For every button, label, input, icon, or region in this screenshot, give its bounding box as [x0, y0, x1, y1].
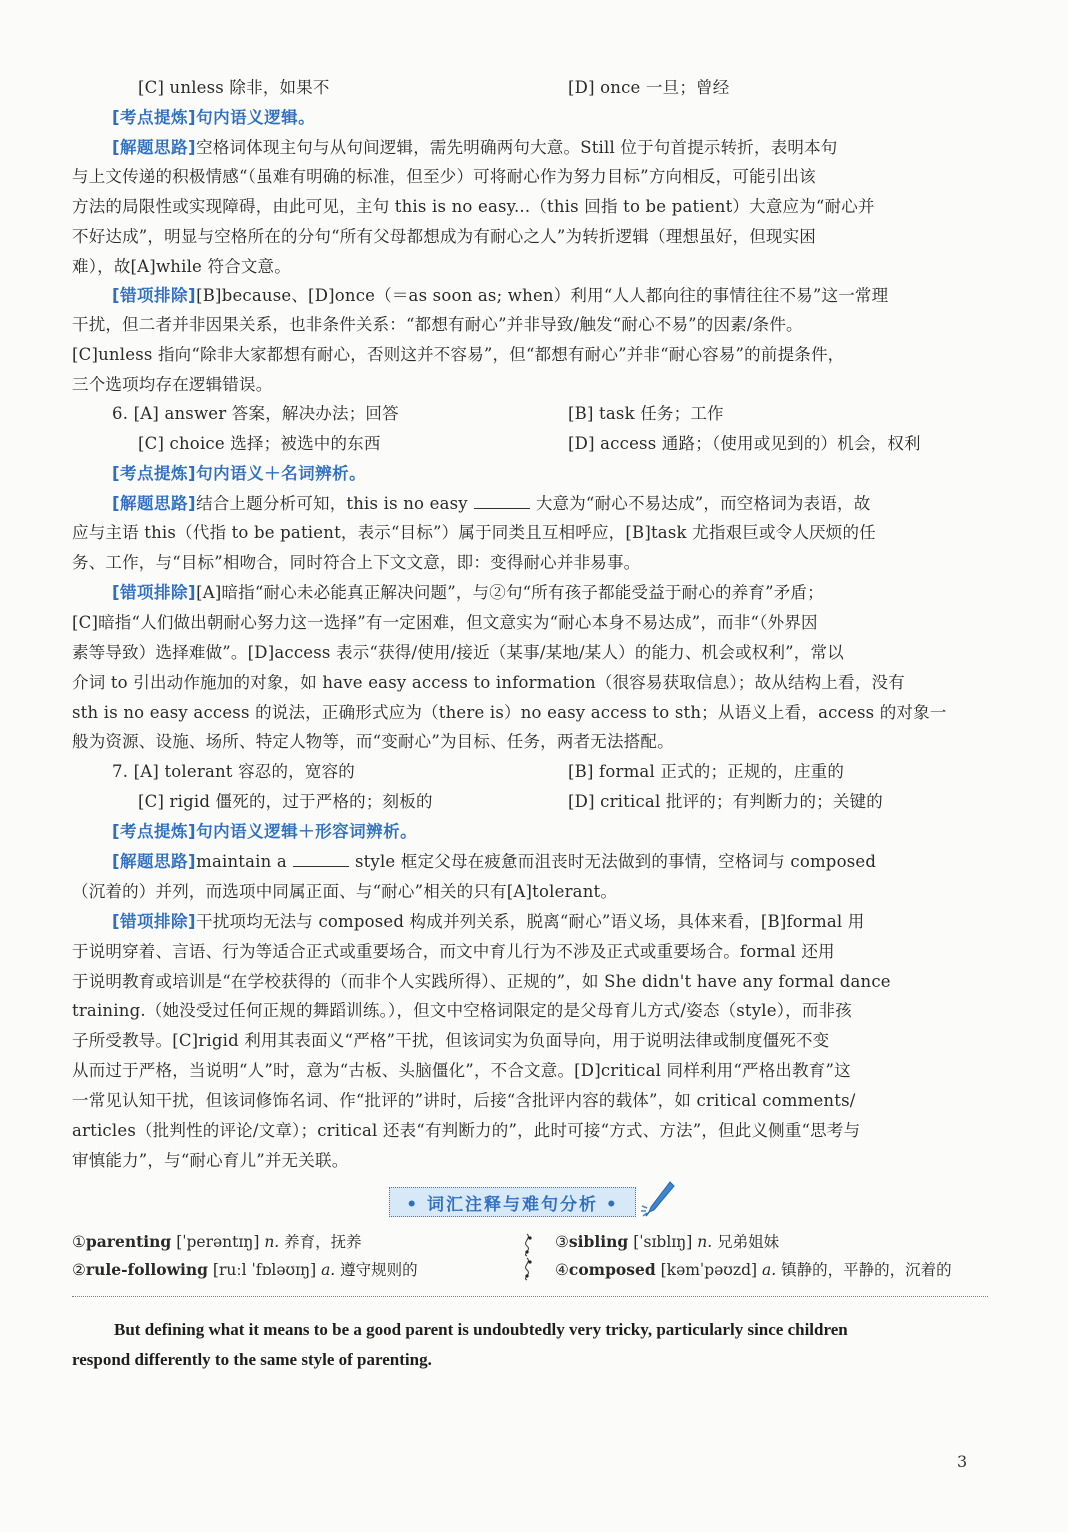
cuoxiang-tag: [错项排除] — [112, 912, 197, 931]
cuoxiang-tag: [错项排除] — [112, 286, 197, 305]
q6-jieti-line-1: 应与主语 this（代指 to be patient，表示“目标”）属于同类且互相呼应，[B]task 尤指艰巨或令人厌烦的任 — [72, 523, 876, 542]
vocab-word: parenting — [85, 1232, 172, 1251]
q6-kaodian — [112, 463, 1028, 485]
q7-cuoxiang-line-6: 一常见认知干扰，但该词修饰名词、作“批评的”讲时，后接“含批评内容的载体”，如 critical comments/ — [72, 1091, 856, 1110]
pen-icon — [640, 1180, 676, 1220]
vocab-ipa: [ˈperəntɪŋ] — [176, 1233, 260, 1251]
vocab-num: ④ — [555, 1261, 569, 1279]
vocab-word: sibling — [568, 1232, 629, 1251]
q7-cuoxiang-line-2: 于说明教育或培训是“在学校获得的（而非个人实践所得）、正规的”，如 She didn't have any formal dance — [72, 972, 891, 991]
q5-cuoxiang-line-3: 三个选项均存在逻辑错误。 — [72, 375, 273, 394]
cuoxiang-text: 干扰项均无法与 composed 构成并列关系，脱离“耐心”语义场，具体来看，[B]formal 用 — [196, 912, 865, 931]
q6-jieti-line-2: 务、工作，与“目标”相吻合，同时符合上下文文意，即：变得耐心并非易事。 — [72, 553, 641, 572]
q5-cuoxiang-line-2: [C]unless 指向“除非大家都想有耐心，否则这并不容易”，但“都想有耐心”并非“耐心容易”的前提条件， — [72, 345, 845, 364]
jieti-text: 空格词体现主句与从句间逻辑，需先明确两句大意。Still 位于句首提示转折，表明本句 — [196, 138, 838, 157]
page-number: 3 — [957, 1452, 968, 1471]
vocab-word: composed — [568, 1260, 656, 1279]
vocab-item-2 — [72, 1260, 418, 1280]
vocab-section-header: • 词汇注释与难句分析 • — [389, 1187, 636, 1217]
kaodian-text: 句内语义逻辑。 — [196, 108, 316, 127]
q5-jieti-line-2: 方法的局限性或实现障碍，由此可见，主句 this is no easy...（this 回指 to be patient）大意应为“耐心并 — [72, 197, 875, 216]
kaodian-text: 句内语义＋名词辨析。 — [196, 464, 367, 483]
vocab-meaning: 养育，抚养 — [284, 1233, 362, 1251]
vocab-item-4 — [555, 1260, 952, 1280]
jieti-tag: [解题思路] — [112, 494, 197, 513]
jieti-tag: [解题思路] — [112, 852, 197, 871]
q6-option-b: [B] task 任务；工作 — [568, 404, 724, 423]
q7-jieti-line-0 — [112, 851, 1028, 873]
kaodian-tag: [考点提炼] — [112, 108, 197, 127]
kaodian-tag: [考点提炼] — [112, 464, 197, 483]
question-number: 7. — [112, 762, 129, 781]
jieti-text-post: 大意为“耐心不易达成”，而空格词为表语，故 — [535, 494, 871, 513]
q7-cuoxiang-line-3: training.（她没受过任何正规的舞蹈训练。），但文中空格词限定的是父母育儿方式/姿态（style），而非孩 — [72, 1001, 852, 1020]
jieti-text-pre: maintain a — [196, 852, 287, 871]
cuoxiang-tag: [错项排除] — [112, 583, 197, 602]
q6-jieti-line-0 — [112, 493, 1028, 515]
wavy-column-separator — [522, 1232, 536, 1282]
vocab-num: ① — [72, 1233, 86, 1251]
difficult-sentence-line-2: respond differently to the same style of parenting. — [72, 1350, 432, 1369]
q5-option-c: [C] unless 除非，如果不 — [138, 78, 330, 97]
jieti-text-pre: 结合上题分析可知，this is no easy — [196, 494, 468, 513]
difficult-sentence-line-1: But defining what it means to be a good parent is undoubtedly very tricky, particularly since children — [114, 1320, 848, 1339]
vocab-meaning: 兄弟姐妹 — [717, 1233, 780, 1251]
q6-cuoxiang-line-5: 般为资源、设施、场所、特定人物等，而“变耐心”为目标、任务，两者无法搭配。 — [72, 732, 674, 751]
q6-option-c: [C] choice 选择；被选中的东西 — [138, 434, 381, 453]
vocab-pos: a. — [761, 1261, 777, 1279]
q7-option-b: [B] formal 正式的；正规的，庄重的 — [568, 762, 845, 781]
q7-cuoxiang-line-8: 审慎能力”，与“耐心育儿”并无关联。 — [72, 1151, 349, 1170]
q5-jieti-line-4: 难），故[A]while 符合文意。 — [72, 257, 291, 276]
vocab-num: ② — [72, 1261, 86, 1279]
q5-option-d: [D] once 一旦；曾经 — [568, 78, 730, 97]
q5-cuoxiang-line-1: 干扰，但二者并非因果关系，也非条件关系：“都想有耐心”并非导致/触发“耐心不易”的因素/条件。 — [72, 315, 803, 334]
vocab-meaning: 镇静的，平静的，沉着的 — [781, 1261, 952, 1279]
q5-jieti-line-1: 与上文传递的积极情感“（虽难有明确的标准，但至少）可将耐心作为努力目标”方向相反，可能引出该 — [72, 167, 816, 186]
q7-cuoxiang-line-4: 子所受教导。[C]rigid 利用其表面义“严格”干扰，但该词实为负面导向，用于说明法律或制度僵死不变 — [72, 1031, 830, 1050]
answer-blank — [293, 852, 349, 867]
q7-option-d: [D] critical 批评的；有判断力的；关键的 — [568, 792, 883, 811]
vocab-num: ③ — [555, 1233, 569, 1251]
kaodian-tag: [考点提炼] — [112, 822, 197, 841]
vocab-pos: n. — [697, 1233, 713, 1251]
q6-cuoxiang-line-3: 介词 to 引出动作施加的对象，如 have easy access to information（很容易获取信息）；故从结构上看，没有 — [72, 673, 905, 692]
q7-cuoxiang-line-7: articles（批判性的评论/文章）；critical 还表“有判断力的”，此时可接“方式、方法”，但此义侧重“思考与 — [72, 1121, 861, 1140]
q7-cuoxiang-line-5: 从而过于严格，当说明“人”时，意为“古板、头脑僵化”，不合文意。[D]critical 同样利用“严格出教育”这 — [72, 1061, 851, 1080]
vocab-meaning: 遵守规则的 — [340, 1261, 418, 1279]
q7-option-c: [C] rigid 僵死的，过于严格的；刻板的 — [138, 792, 433, 811]
q5-kaodian — [112, 107, 1028, 129]
jieti-tag: [解题思路] — [112, 138, 197, 157]
vocab-item-1 — [72, 1232, 362, 1252]
cuoxiang-text: [A]暗指“耐心未必能真正解决问题”，与②句“所有孩子都能受益于耐心的养育”矛盾； — [196, 583, 824, 602]
q7-kaodian — [112, 821, 1028, 843]
option-a-text: [A] tolerant 容忍的，宽容的 — [133, 762, 355, 781]
q5-jieti-line-0 — [112, 137, 1028, 159]
option-a-text: [A] answer 答案，解决办法；回答 — [133, 404, 399, 423]
vocab-ipa: [ˈsɪblɪŋ] — [633, 1233, 693, 1251]
q5-jieti-line-3: 不好达成”，明显与空格所在的分句“所有父母都想成为有耐心之人”为转折逻辑（理想虽好，但现实困 — [72, 227, 817, 246]
vocab-ipa: [ruːl ˈfɒləʊɪŋ] — [212, 1261, 317, 1279]
q6-cuoxiang-line-4: sth is no easy access 的说法，正确形式应为（there is）no easy access to sth；从语义上看，access 的对象一 — [72, 703, 947, 722]
q7-cuoxiang-line-1: 于说明穿着、言语、行为等适合正式或重要场合，而文中育儿行为不涉及正式或重要场合。formal 还用 — [72, 942, 835, 961]
section-divider — [72, 1296, 988, 1297]
question-number: 6. — [112, 404, 129, 423]
jieti-text-post: style 框定父母在疲惫而沮丧时无法做到的事情，空格词与 composed — [354, 852, 877, 871]
answer-blank — [474, 494, 530, 509]
vocab-ipa: [kəmˈpəʊzd] — [660, 1261, 758, 1279]
q6-cuoxiang-line-2: 素等导致）选择难做”。[D]access 表示“获得/使用/接近（某事/某地/某人）的能力、机会或权利”，常以 — [72, 643, 844, 662]
q7-jieti-line-1: （沉着的）并列，而选项中同属正面、与“耐心”相关的只有[A]tolerant。 — [72, 882, 618, 901]
kaodian-text: 句内语义逻辑＋形容词辨析。 — [196, 822, 418, 841]
q7-cuoxiang-line-0 — [112, 911, 1028, 933]
q6-option-d: [D] access 通路；（使用或见到的）机会，权利 — [568, 434, 921, 453]
q5-cuoxiang-line-0 — [112, 285, 1028, 307]
vocab-word: rule-following — [85, 1260, 208, 1279]
vocab-pos: a. — [321, 1261, 336, 1279]
q6-cuoxiang-line-0 — [112, 582, 1028, 604]
vocab-pos: n. — [264, 1233, 280, 1251]
vocab-item-3 — [555, 1232, 779, 1252]
cuoxiang-text: [B]because、[D]once（＝as soon as; when）利用“人人都向往的事情往往不易”这一常理 — [196, 286, 889, 305]
q6-cuoxiang-line-1: [C]暗指“人们做出朝耐心努力这一选择”有一定困难，但文意实为“耐心本身不易达成”，而非“（外界因 — [72, 613, 818, 632]
